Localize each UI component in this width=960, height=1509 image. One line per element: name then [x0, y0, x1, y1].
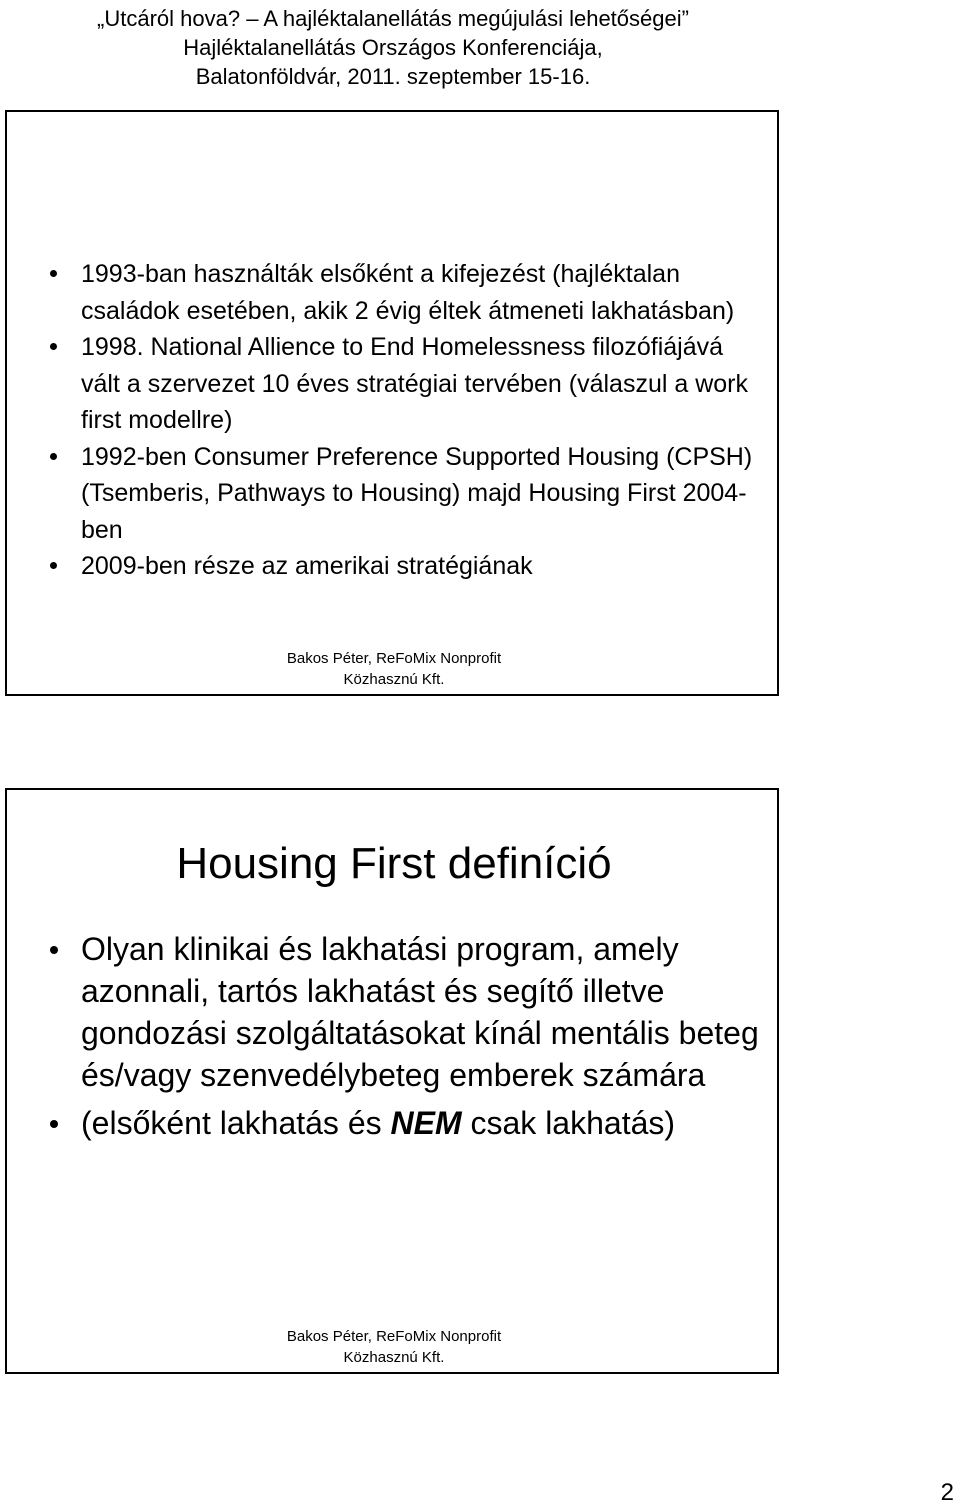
bullet-text: Olyan klinikai és lakhatási program, amely azonnali, tartós lakhatást és segítő illetve gondozási szolgáltatásokat kínál mentális beteg és/vagy szenvedélybeteg emberek számára — [81, 931, 759, 1093]
slide-2-title: Housing First definíció — [176, 839, 612, 888]
slide-1-footer — [7, 648, 781, 690]
bullet-item — [7, 1102, 767, 1144]
bullet-item — [7, 256, 767, 329]
bullet-icon — [50, 270, 57, 277]
page-header — [0, 4, 786, 91]
bullet-item — [7, 329, 767, 439]
bullet-text-end: csak lakhatás) — [461, 1105, 676, 1141]
slide-2-bullet-list — [7, 928, 767, 1150]
bullet-icon — [50, 946, 58, 954]
slide-1 — [5, 110, 779, 696]
conference-title: „Utcáról hova? – A hajléktalanellátás megújulási lehetőségei” — [97, 6, 689, 31]
slide-1-bullet-list — [7, 256, 767, 585]
bullet-item — [7, 928, 767, 1096]
bullet-text-start: (elsőként lakhatás és — [81, 1105, 391, 1141]
conference-name: Hajléktalanellátás Országos Konferenciája, — [183, 35, 603, 60]
footer-author: Bakos Péter, ReFoMix Nonprofit — [286, 650, 502, 667]
bullet-icon — [50, 453, 57, 460]
bullet-icon — [50, 562, 57, 569]
bullet-emphasis: NEM — [390, 1105, 462, 1141]
bullet-icon — [50, 343, 57, 350]
slide-2-footer — [7, 1326, 781, 1368]
footer-org: Közhasznú Kft. — [343, 1349, 445, 1366]
page-number: 2 — [940, 1479, 954, 1506]
bullet-item — [7, 548, 767, 585]
bullet-text: 1998. National Allience to End Homelessness filozófiájává vált a szervezet 10 éves stratégiai tervében (válaszul a work first modellre) — [81, 333, 748, 434]
bullet-icon — [50, 1120, 58, 1128]
bullet-item — [7, 439, 767, 549]
bullet-text: 1992-ben Consumer Preference Supported Housing (CPSH) (Tsemberis, Pathways to Housing) majd Housing First 2004-ben — [81, 442, 753, 544]
slide-2 — [5, 788, 779, 1374]
footer-org: Közhasznú Kft. — [343, 671, 445, 688]
conference-place-date: Balatonföldvár, 2011. szeptember 15-16. — [195, 64, 591, 89]
bullet-text: 1993-ban használták elsőként a kifejezést (hajléktalan családok esetében, akik 2 évig éltek átmeneti lakhatásban) — [81, 260, 735, 325]
footer-author: Bakos Péter, ReFoMix Nonprofit — [286, 1328, 502, 1345]
bullet-text: 2009-ben része az amerikai stratégiának — [81, 552, 533, 580]
